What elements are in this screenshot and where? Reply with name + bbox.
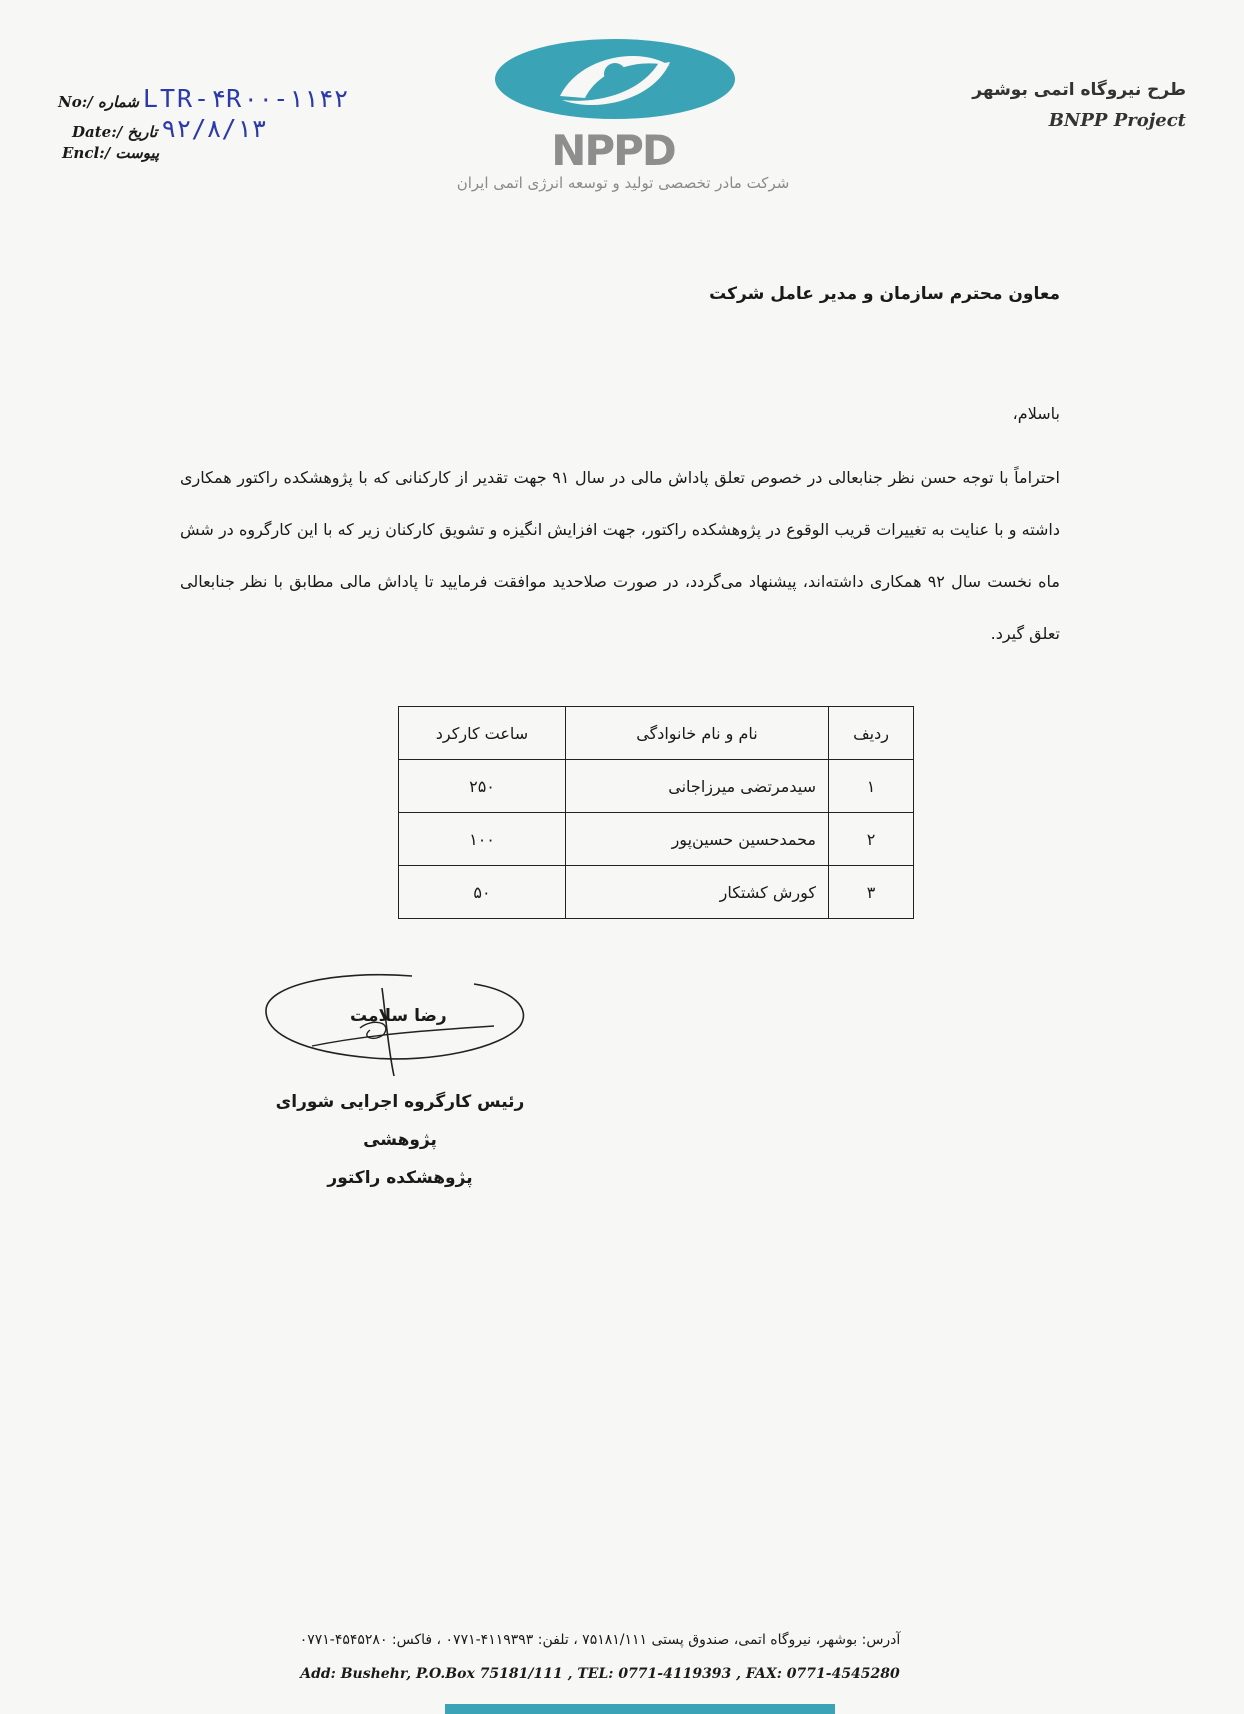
footer-address-en: Add: Bushehr, P.O.Box 75181/111 , TEL: 0771-4119393 , FAX: 0771-4545280 [300, 1666, 900, 1682]
header-work-hours: ساعت کارکرد [399, 707, 566, 760]
table-row [399, 866, 914, 919]
handwritten-signature-icon [262, 968, 532, 1088]
meta-number-row [58, 84, 388, 114]
cell-row-number: ۱ [829, 760, 914, 813]
letter-greeting: باسلام، [1012, 404, 1060, 423]
letter-meta [58, 84, 388, 174]
company-logo [490, 36, 740, 175]
cell-row-number: ۳ [829, 866, 914, 919]
cell-work-hours: ۲۵۰ [399, 760, 566, 813]
project-name-en: BNPP Project [1048, 110, 1186, 131]
footer-accent-bar [445, 1704, 835, 1714]
date-value: ۹۲/۸/۱۳ [161, 114, 267, 143]
table-row [399, 813, 914, 866]
signer-title-line1: رئیس کارگروه اجرایی شورای پژوهشی [275, 1092, 525, 1150]
cell-full-name: سیدمرتضی میرزاجانی [566, 760, 829, 813]
cell-full-name: محمدحسین حسین‌پور [566, 813, 829, 866]
date-label: Date:/ تاریخ [72, 123, 158, 141]
logo-emblem-icon [490, 36, 740, 126]
encl-label: Encl:/ پیوست [62, 144, 160, 162]
cell-full-name: کورش کشتکار [566, 866, 829, 919]
cell-row-number: ۲ [829, 813, 914, 866]
header-full-name: نام و نام خانوادگی [566, 707, 829, 760]
logo-wordmark: NPPD [551, 126, 675, 175]
signer-name: رضا سلامت [350, 1006, 447, 1026]
meta-date-row [72, 114, 388, 144]
number-value: LTR-۴R۰۰-۱۱۴۲ [142, 84, 349, 113]
signer-title-line2: پژوهشکده راکتور [327, 1168, 473, 1188]
table-row [399, 760, 914, 813]
cell-work-hours: ۵۰ [399, 866, 566, 919]
header-row-number: ردیف [829, 707, 914, 760]
project-heading [972, 80, 1186, 131]
letter-recipient: معاون محترم سازمان و مدیر عامل شرکت [709, 284, 1060, 304]
cell-work-hours: ۱۰۰ [399, 813, 566, 866]
project-name-fa: طرح نیروگاه اتمی بوشهر [972, 80, 1186, 100]
staff-table [398, 706, 914, 919]
number-label: No:/ شماره [58, 93, 139, 111]
logo-subtitle: شرکت مادر تخصصی تولید و توسعه انرژی اتمی ایران [456, 174, 790, 192]
signer-title [240, 1083, 560, 1197]
table-header-row [399, 707, 914, 760]
letter-body: احتراماً با توجه حسن نظر جنابعالی در خصوص تعلق پاداش مالی در سال ۹۱ جهت تقدیر از کارکنانی که با پژوهشکده راکتور همکاری داشته و با عنایت به تغییرات قریب الوقوع در پژوهشکده راکتور، جهت افزایش انگیزه و تشویق کارکنان زیر که با این کارگروه در شش ماه نخست سال ۹۲ همکاری داشته‌اند، پیشنهاد می‌گردد، در صورت صلاحدید موافقت فرمایید تا پاداش مالی مطابق با نظر جنابعالی تعلق گیرد. [180, 468, 1061, 643]
meta-encl-row [62, 144, 388, 174]
footer-address-fa: آدرس: بوشهر، نیروگاه اتمی، صندوق پستی ۷۵۱۸۱/۱۱۱ ، تلفن: ۴۱۱۹۳۹۳-۰۷۷۱ ، فاکس: ۴۵۴۵۲۸۰-۰۷۷۱ [299, 1632, 901, 1648]
